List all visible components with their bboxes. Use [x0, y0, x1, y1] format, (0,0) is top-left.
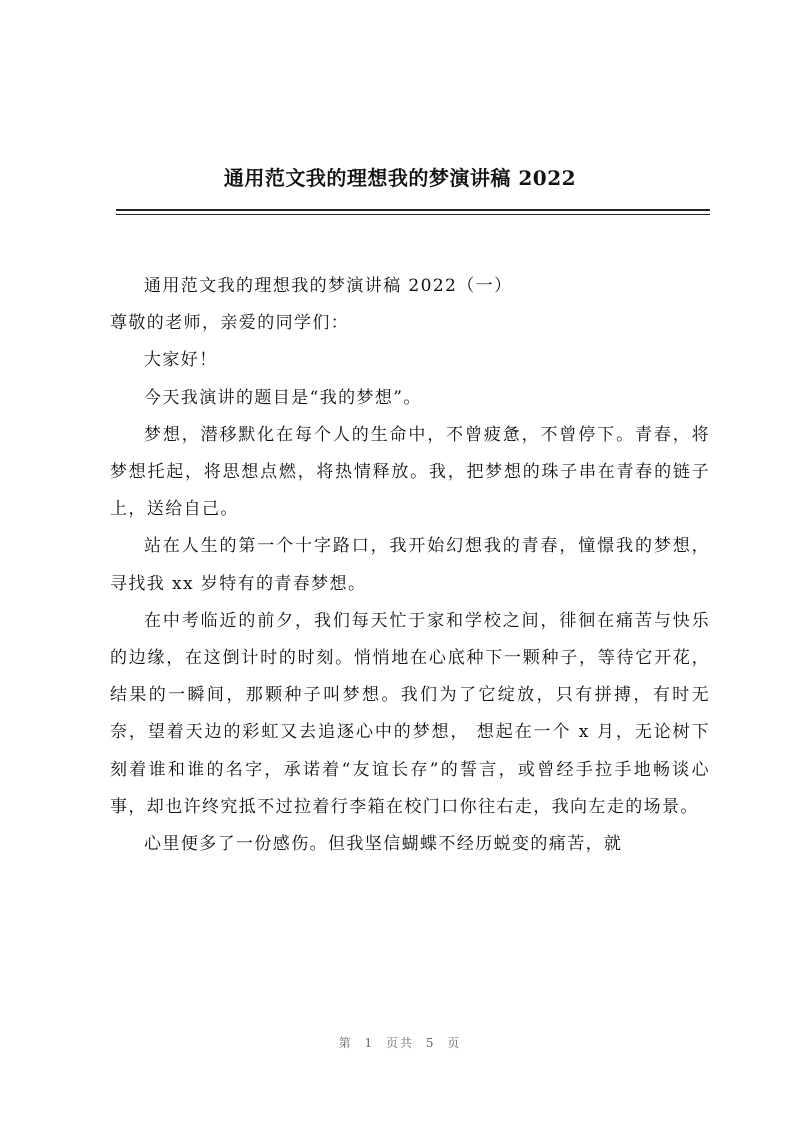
paragraph-body: 心里便多了一份感伤。但我坚信蝴蝶不经历蜕变的痛苦，就: [144, 834, 623, 855]
paragraph-topic: 今天我演讲的题目是“我的梦想”。: [144, 387, 422, 408]
footer-total-prefix: 页共: [385, 1036, 414, 1050]
footer-total-suffix: 页: [447, 1036, 462, 1050]
footer-current-page: 1: [364, 1036, 375, 1050]
page-footer: [0, 1034, 800, 1051]
paragraph-body: 在中考临近的前夕，我们每天忙于家和学校之间，徘徊在痛苦与快乐的边缘，在这倒计时的时刻。悄悄地在心底种下一颗种子，等待它开花，结果的一瞬间，那颗种子叫梦想。我们为了它绽放，只有拼搏，有时无奈，望着天边的彩虹又去追逐心中的梦想， 想起在一个 x 月，无论树下刻着谁和谁的名字，承诺着“友谊长存”的誓言，或曾经手拉手地畅谈心事，却也许终究抵不过拉着行李箱在校门口你往右走，我向左走的场景。: [110, 610, 710, 817]
paragraph-salutation: 尊敬的老师，亲爱的同学们：: [110, 313, 350, 334]
footer-page-label: 第: [338, 1036, 353, 1050]
footer-total-pages: 5: [425, 1036, 436, 1050]
paragraph-body: 站在人生的第一个十字路口，我开始幻想我的青春，憧憬我的梦想，寻找我 xx 岁特有的青春梦想。: [110, 536, 710, 594]
document-body: [110, 268, 710, 863]
paragraph-greeting: 大家好！: [144, 350, 218, 371]
document-title: 通用范文我的理想我的梦演讲稿 2022: [223, 166, 577, 190]
title-divider: [116, 209, 710, 215]
paragraph-body: 梦想，潜移默化在每个人的生命中，不曾疲惫，不曾停下。青春，将梦想托起，将思想点燃，将热情释放。我，把梦想的珠子串在青春的链子上，送给自己。: [110, 424, 710, 520]
paragraph-heading: 通用范文我的理想我的梦演讲稿 2022（一）: [144, 276, 513, 296]
